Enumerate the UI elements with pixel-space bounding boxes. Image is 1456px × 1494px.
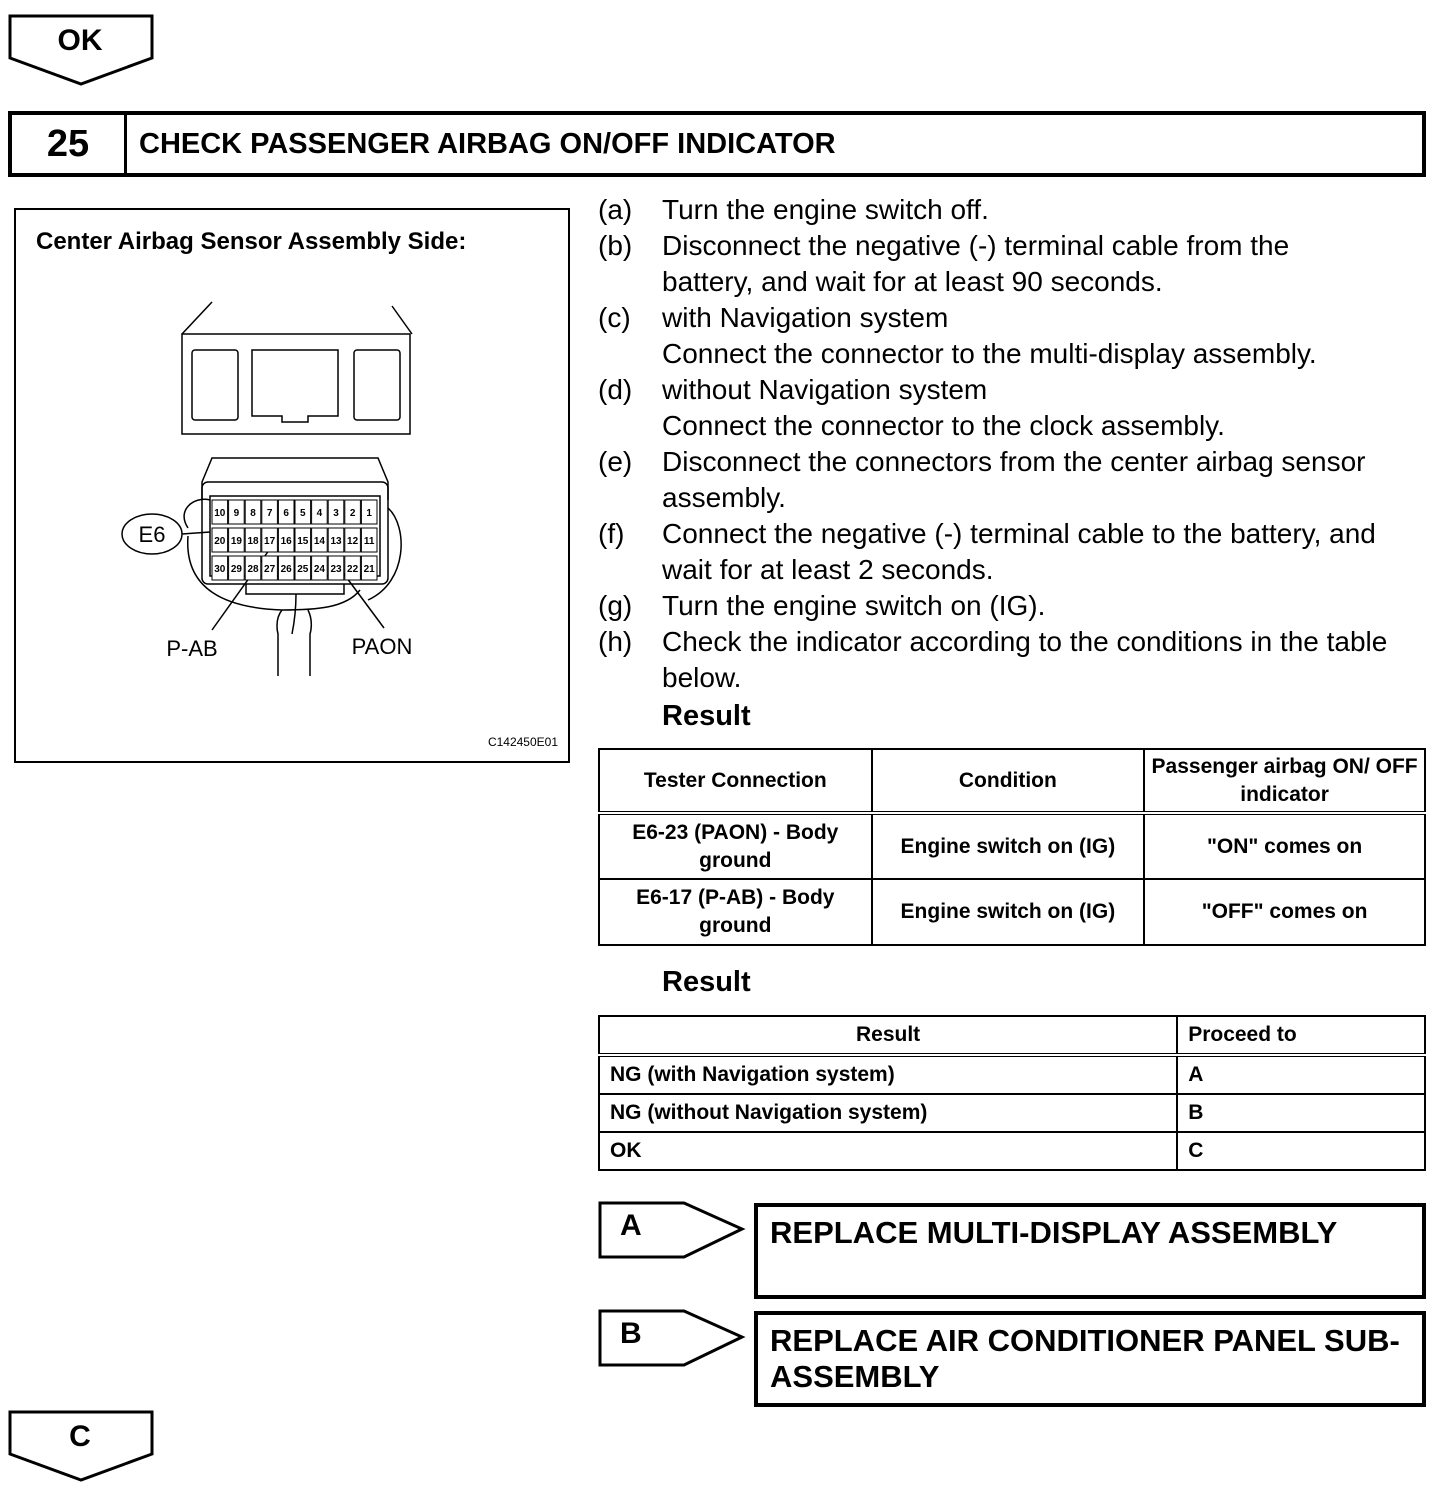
action-b-text: REPLACE AIR CONDITIONER PANEL SUB-ASSEMBLY (770, 1323, 1400, 1394)
figure-title: Center Airbag Sensor Assembly Side: (36, 228, 467, 255)
action-a-text: REPLACE MULTI-DISPLAY ASSEMBLY (770, 1215, 1338, 1250)
connector-label: E6 (138, 522, 166, 547)
header-result: Result (599, 1016, 1177, 1055)
action-a-code: A (620, 1209, 642, 1242)
table-row: NG (without Navigation system) B (599, 1094, 1425, 1132)
step-number: 25 (12, 115, 127, 173)
header-condition: Condition (872, 749, 1145, 813)
instruction-a: (a) Turn the engine switch off. (598, 194, 989, 225)
pin-number: 16 (280, 536, 292, 547)
pin-number: 28 (247, 564, 259, 575)
pin-number: 1 (366, 508, 372, 519)
action-a-tab (598, 1201, 746, 1259)
pin-number: 24 (313, 564, 325, 575)
connector-drawing (16, 210, 568, 761)
instruction-c: (c) with Navigation system Connect the connector to the multi-display assembly. (598, 302, 1317, 369)
pin-number: 18 (247, 536, 259, 547)
table-row: E6-17 (P-AB) - Body ground Engine switch on (IG) "OFF" comes on (599, 879, 1425, 945)
pin-number: 3 (333, 508, 339, 519)
c-tab-label: C (69, 1420, 91, 1453)
pin-number: 23 (330, 564, 342, 575)
pin-number: 21 (363, 564, 375, 575)
connector-figure (14, 208, 570, 763)
instruction-f: (f) Connect the negative (-) terminal cable to the battery, and wait for at least 2 seconds. (598, 518, 1376, 585)
pin-number: 8 (250, 508, 256, 519)
header-proceed-to: Proceed to (1177, 1016, 1425, 1055)
table-row: E6-23 (PAON) - Body ground Engine switch on (IG) "ON" comes on (599, 813, 1425, 879)
pin-number: 2 (349, 508, 356, 519)
header-tester-connection: Tester Connection (599, 749, 872, 813)
pin-number: 9 (233, 508, 240, 519)
result-heading-2: Result (662, 966, 751, 998)
step-header (8, 111, 1426, 177)
callout-p-ab: P-AB (166, 636, 218, 661)
pin-number: 10 (214, 508, 226, 519)
action-b-tab (598, 1309, 746, 1367)
pin-number: 11 (363, 536, 375, 547)
table-row: NG (with Navigation system) A (599, 1055, 1425, 1094)
result-heading-1: Result (662, 700, 751, 732)
step-title: CHECK PASSENGER AIRBAG ON/OFF INDICATOR (139, 127, 836, 160)
ok-flow-tab (8, 14, 154, 88)
action-b-code: B (620, 1317, 642, 1350)
table-row: OK C (599, 1132, 1425, 1170)
pin-number: 19 (230, 536, 242, 547)
pin-number: 14 (313, 536, 325, 547)
instruction-e: (e) Disconnect the connectors from the center airbag sensor assembly. (598, 446, 1366, 513)
pin-number: 15 (297, 536, 309, 547)
ok-tab-label: OK (57, 24, 103, 57)
pin-number: 5 (300, 508, 306, 519)
figure-code: C142450E01 (487, 735, 558, 749)
instruction-g: (g) Turn the engine switch on (IG). (598, 590, 1046, 621)
instruction-h: (h) Check the indicator according to the conditions in the table below. (598, 626, 1388, 693)
pin-number: 22 (347, 564, 359, 575)
pin-number: 26 (280, 564, 292, 575)
pin-number: 4 (316, 508, 323, 519)
action-a-box (754, 1203, 1426, 1299)
header-indicator: Passenger airbag ON/ OFF indicator (1144, 749, 1425, 813)
pin-number: 13 (330, 536, 342, 547)
pin-number: 25 (297, 564, 309, 575)
indicator-check-table (598, 748, 1426, 946)
callout-paon: PAON (351, 634, 413, 659)
pin-number: 29 (230, 564, 242, 575)
pin-number: 30 (214, 564, 226, 575)
action-b-box (754, 1311, 1426, 1407)
pin-number: 6 (283, 508, 289, 519)
pin-number: 27 (264, 564, 276, 575)
instruction-d: (d) without Navigation system Connect the connector to the clock assembly. (598, 374, 1225, 441)
pin-grid (212, 500, 377, 580)
instruction-list (598, 192, 1438, 696)
pin-number: 17 (264, 536, 276, 547)
result-proceed-table (598, 1015, 1426, 1171)
pin-number: 20 (214, 536, 226, 547)
instruction-b: (b) Disconnect the negative (-) terminal cable from the battery, and wait for at least 90 seconds. (598, 230, 1290, 297)
pin-number: 12 (347, 536, 359, 547)
pin-number: 7 (266, 508, 273, 519)
c-flow-tab (8, 1410, 154, 1484)
